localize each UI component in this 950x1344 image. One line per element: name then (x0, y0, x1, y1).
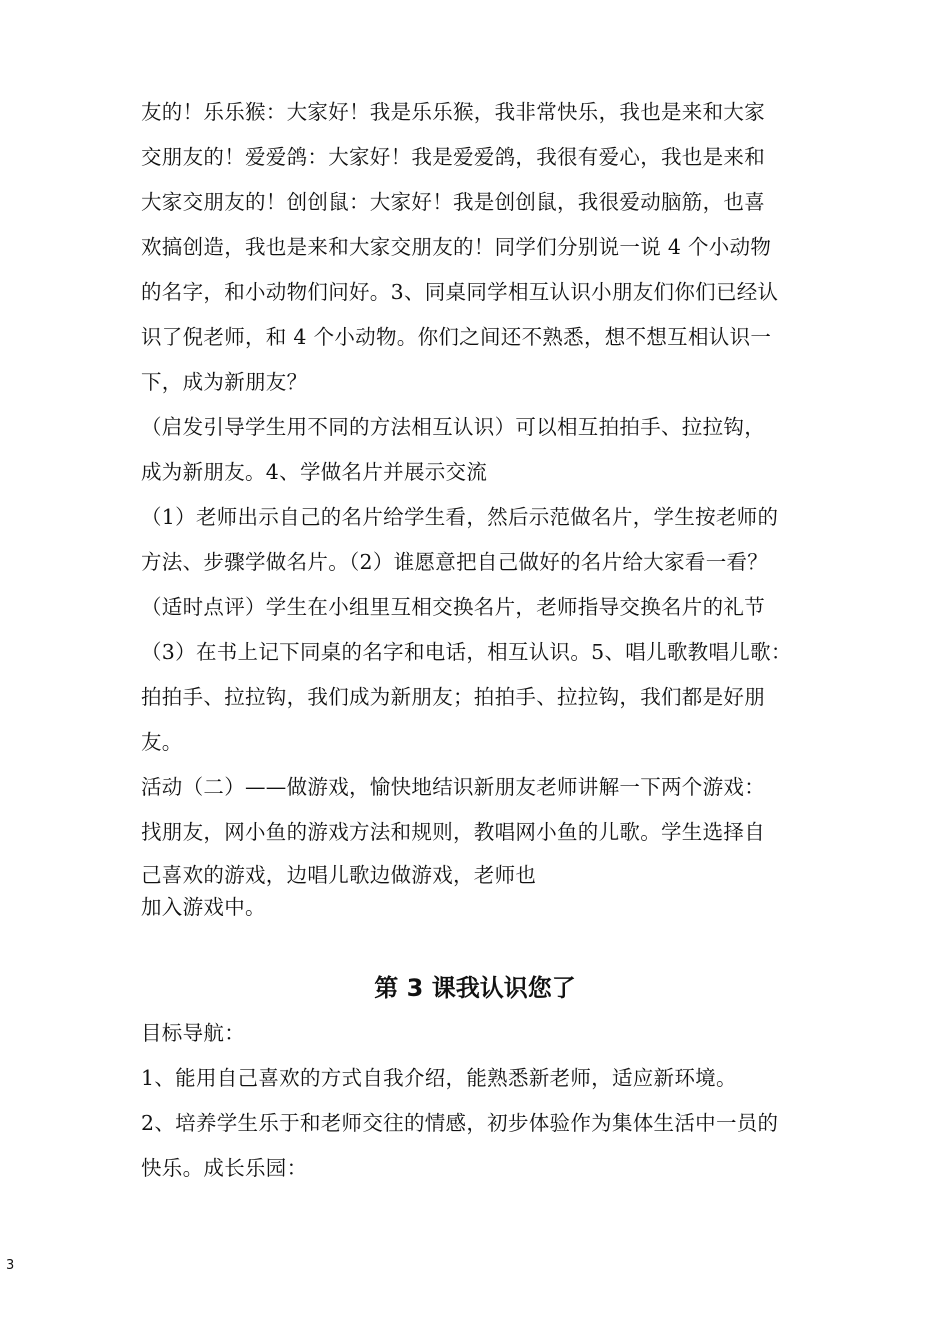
text-line: 找朋友，网小鱼的游戏方法和规则，教唱网小鱼的儿歌。学生选择自 (141, 820, 765, 844)
text-line: 己喜欢的游戏，边唱儿歌边做游戏，老师也 (141, 863, 537, 887)
text-line: 欢搞创造，我也是来和大家交朋友的！同学们分别说一说 4 个小动物 (141, 235, 772, 259)
text-line: （3）在书上记下同桌的名字和电话，相互认识。5、唱儿歌教唱儿歌： (141, 640, 792, 664)
lesson-heading: 第 3 课我认识您了 (374, 974, 576, 1002)
text-line: 大家交朋友的！创创鼠：大家好！我是创创鼠，我很爱动脑筋，也喜 (141, 190, 765, 214)
text-line: 快乐。成长乐园： (141, 1156, 308, 1180)
text-line: （1）老师出示自己的名片给学生看，然后示范做名片，学生按老师的 (141, 505, 779, 529)
text-line: 下，成为新朋友？ (141, 370, 308, 394)
text-line: 目标导航： (141, 1021, 245, 1045)
text-line: 识了倪老师，和 4 个小动物。你们之间还不熟悉，想不想互相认识一 (141, 325, 772, 349)
text-line: （启发引导学生用不同的方法相互认识）可以相互拍拍手、拉拉钩， (141, 415, 765, 439)
text-line: 加入游戏中。 (141, 895, 266, 919)
text-line: 交朋友的！爱爱鸽：大家好！我是爱爱鸽，我很有爱心，我也是来和 (141, 145, 765, 169)
text-line: （适时点评）学生在小组里互相交换名片，老师指导交换名片的礼节 (141, 595, 765, 619)
text-line: 方法、步骤学做名片。（2）谁愿意把自己做好的名片给大家看一看？ (141, 550, 769, 574)
text-line: 的名字，和小动物们问好。3、同桌同学相互认识小朋友们你们已经认 (141, 280, 779, 304)
text-line: 活动（二）——做游戏，愉快地结识新朋友老师讲解一下两个游戏： (141, 775, 765, 799)
text-line: 2、培养学生乐于和老师交往的情感，初步体验作为集体生活中一员的 (141, 1111, 779, 1135)
text-line: 友的！乐乐猴：大家好！我是乐乐猴，我非常快乐，我也是来和大家 (141, 100, 765, 124)
text-line: 友。 (141, 730, 183, 754)
text-line: 成为新朋友。4、学做名片并展示交流 (141, 460, 488, 484)
page-number: 3 (6, 1258, 15, 1273)
text-line: 1、能用自己喜欢的方式自我介绍，能熟悉新老师，适应新环境。 (141, 1066, 737, 1090)
text-line: 拍拍手、拉拉钩，我们成为新朋友；拍拍手、拉拉钩，我们都是好朋 (141, 685, 765, 709)
